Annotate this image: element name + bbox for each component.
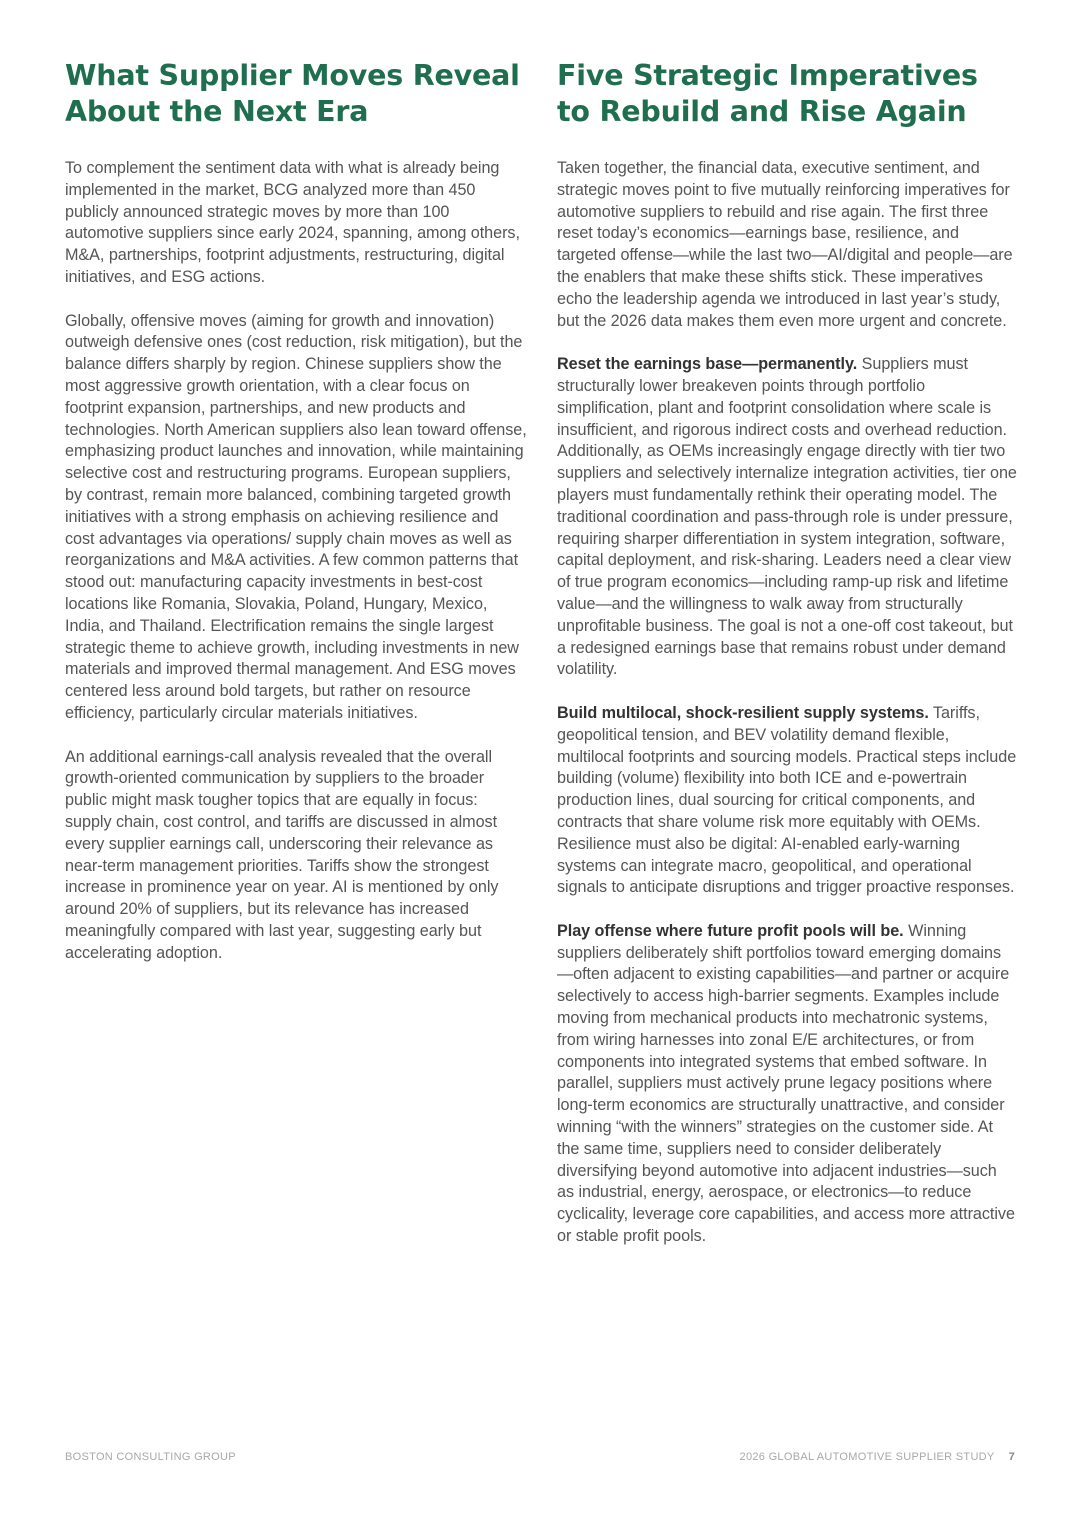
imperative-text: Tariffs, geopolitical tension, and BEV volatility demand flexible, multilocal footprints and sourcing models. Practical steps include building (volume) flexibility into both ICE and e-powertrain production lines, dual sourcing for critical components, and contracts that share volume risk more equitably with OEMs. Resilience must also be digital: AI-enabled early-warning systems can integrate macro, geopolitical, and operational signals to anticipate disruptions and trigger proactive responses. <box>557 703 1017 897</box>
section-heading: What Supplier Moves Reveal About the Next Era <box>65 59 520 128</box>
footer-study-title: 2026 GLOBAL AUTOMOTIVE SUPPLIER STUDY <box>739 1451 995 1463</box>
footer-right <box>740 1451 1015 1463</box>
imperative-lead: Play offense where future profit pools will be. <box>557 921 904 940</box>
imperative-text: Winning suppliers deliberately shift portfolios toward emerging domains—often adjacent to existing capabilities—and partner or acquire selectively to access high-barrier segments. Examples include moving from mechanical products into mechatronic systems, from wiring harnesses into zonal E/E architectures, or from components into integrated systems that embed software. In parallel, suppliers must actively prune legacy positions where long-term economics are structurally unattractive, and consider winning “with the winners” strategies on the customer side. At the same time, suppliers need to consider deliberately diversifying beyond automotive into adjacent industries—such as industrial, energy, aerospace, or electronics—to reduce cyclicality, leverage core capabilities, and access more attractive or stable profit pools. <box>557 921 1015 1246</box>
paragraph: To complement the sentiment data with what is already being implemented in the market, BCG analyzed more than 450 publicly announced strategic moves by more than 100 automotive suppliers since early 2024, spanning, among others, M&A, partnerships, footprint adjustments, restructuring, digital initiatives, and ESG actions. <box>65 159 520 286</box>
imperative-lead: Build multilocal, shock-resilient supply systems. <box>557 703 929 722</box>
page-number: 7 <box>1008 1451 1015 1463</box>
imperative-paragraph <box>557 921 1017 1248</box>
imperative-text: Suppliers must structurally lower breakeven points through portfolio simplification, plant and footprint consolidation where scale is insufficient, and rigorous indirect costs and overhead reduction. Additionally, as OEMs increasingly engage directly with tier two suppliers and selectively internalize integration activities, tier one players must fundamentally rethink their operating model. The traditional coordination and pass-through role is under pressure, requiring sharper differentiation in system integration, software, capital deployment, and risk-sharing. Leaders need a clear view of true program economics—including ramp-up risk and lifetime value—and the willingness to walk away from structurally unprofitable business. The goal is not a one-off cost takeout, but a redesigned earnings base that remains robust under demand volatility. <box>557 355 1017 679</box>
section-body <box>557 158 1017 1248</box>
paragraph: Globally, offensive moves (aiming for growth and innovation) outweigh defensive ones (cost reduction, risk mitigation), but the balance differs sharply by region. Chinese suppliers show the most aggressive growth orientation, with a clear focus on footprint expansion, partnerships, and new products and technologies. North American suppliers also lean toward offense, emphasizing product launches and innovation, while maintaining selective cost and restructuring programs. European suppliers, by contrast, remain more balanced, combining targeted growth initiatives with a strong emphasis on achieving resilience and cost advantages via operations/ supply chain moves as well as reorganizations and M&A activities. A few common patterns that stood out: manufacturing capacity investments in best-cost locations like Romania, Slovakia, Poland, Hungary, Mexico, India, and Thailand. Electrification remains the single largest strategic theme to achieve growth, including investments in new materials and improved thermal management. And ESG moves centered less around bold targets, but rather on resource efficiency, particularly circular materials initiatives. <box>65 311 527 722</box>
section-body <box>65 158 527 964</box>
section-heading: Five Strategic Imperatives to Rebuild and Rise Again <box>557 59 978 128</box>
footer-publisher: BOSTON CONSULTING GROUP <box>65 1451 236 1463</box>
imperative-paragraph <box>557 354 1017 681</box>
intro-paragraph: Taken together, the financial data, executive sentiment, and strategic moves point to five mutually reinforcing imperatives for automotive suppliers to rebuild and rise again. The first three reset today’s economics—earnings base, resilience, and targeted offense—while the last two—AI/digital and people—are the enablers that make these shifts stick. These imperatives echo the leadership agenda we introduced in last year’s study, but the 2026 data makes them even more urgent and concrete. <box>557 159 1013 330</box>
paragraph: An additional earnings-call analysis revealed that the overall growth-oriented communication by suppliers to the broader public might mask tougher topics that are equally in focus: supply chain, cost control, and tariffs are discussed in almost every supplier earnings call, underscoring their relevance as near-term management priorities. Tariffs show the strongest increase in prominence year on year. AI is mentioned by only around 20% of suppliers, but its relevance has increased meaningfully compared with last year, suggesting early but accelerating adoption. <box>65 747 499 962</box>
imperative-paragraph <box>557 703 1017 899</box>
imperative-lead: Reset the earnings base—permanently. <box>557 355 858 374</box>
left-column <box>65 58 527 986</box>
right-column <box>557 58 1017 1270</box>
